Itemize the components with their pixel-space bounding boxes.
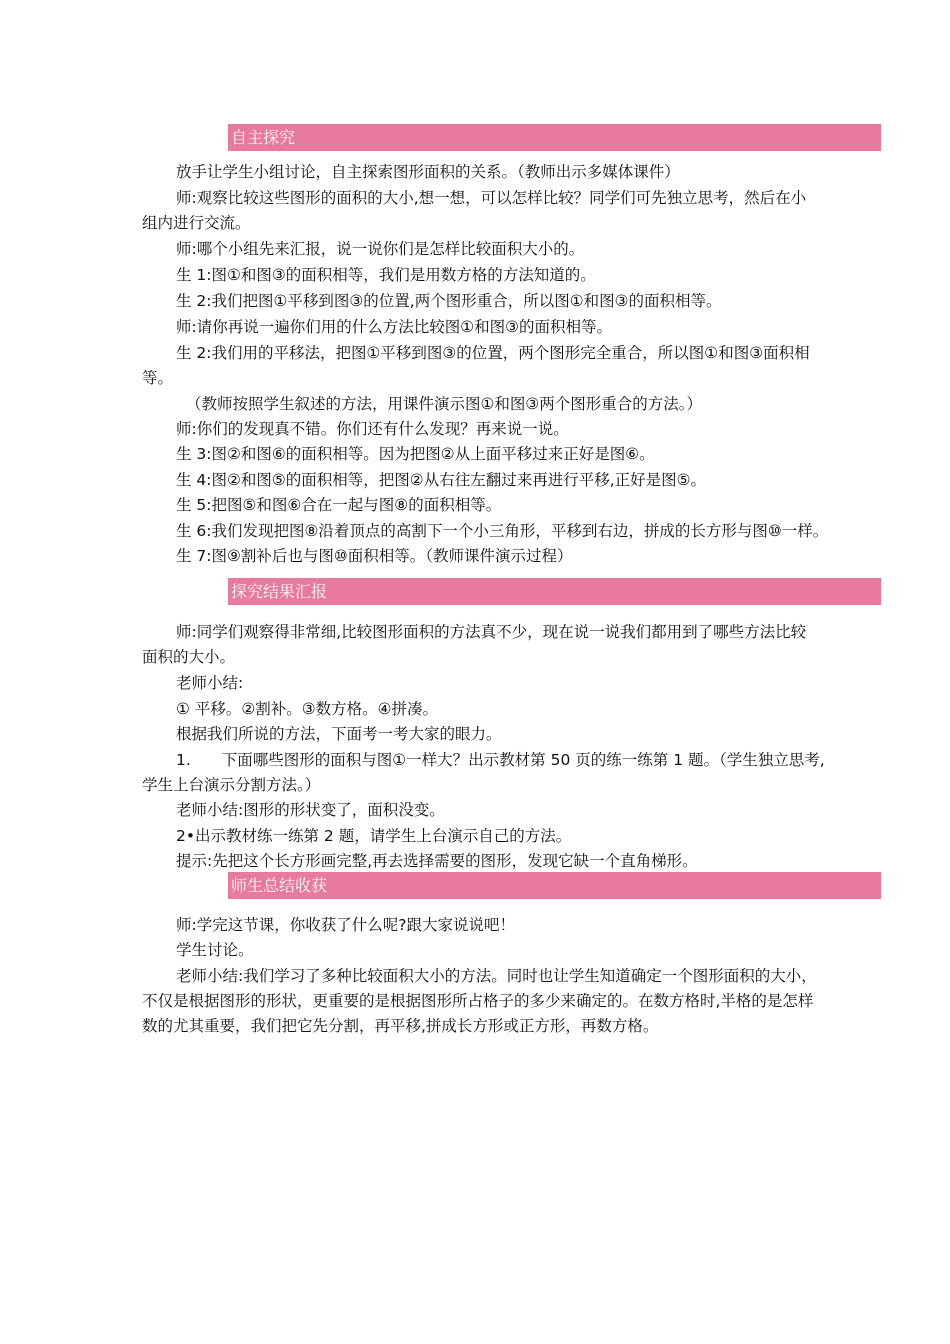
paragraph-line: 等。 [142, 369, 174, 387]
paragraph-line: 不仅是根据图形的形状，更重要的是根据图形所占格子的多少来确定的。在数方格时,半格的是怎样 [142, 992, 814, 1010]
paragraph-line: 生 4:图②和图⑤的面积相等，把图②从右往左翻过来再进行平移,正好是图⑤。 [176, 471, 707, 489]
paragraph-line: 数的尤其重要，我们把它先分割，再平移,拼成长方形或正方形，再数方格。 [142, 1017, 659, 1035]
paragraph-line: 老师小结:图形的形状变了，面积没变。 [176, 801, 445, 819]
paragraph-line: 师:你们的发现真不错。你们还有什么发现？再来说一说。 [176, 420, 569, 438]
paragraph-line: 生 7:图⑨割补后也与图⑩面积相等。（教师课件演示过程） [176, 547, 573, 565]
paragraph-line: 1. 下面哪些图形的面积与图①一样大？出示教材第 50 页的练一练第 1 题。（学生独立思考, [176, 751, 825, 769]
paragraph-line: 根据我们所说的方法，下面考一考大家的眼力。 [176, 725, 502, 743]
paragraph-line: 师:同学们观察得非常细,比较图形面积的方法真不少，现在说一说我们都用到了哪些方法比较 [176, 623, 807, 641]
paragraph-line: 生 3:图②和图⑥的面积相等。因为把图②从上面平移过来正好是图⑥。 [176, 445, 655, 463]
paragraph-line: 师:学完这节课，你收获了什么呢?跟大家说说吧！ [176, 916, 515, 934]
paragraph-line: 学生上台演示分割方法。） [142, 776, 321, 794]
paragraph-line: 生 2:我们用的平移法，把图①平移到图③的位置，两个图形完全重合，所以图①和图③面积相 [176, 344, 810, 362]
paragraph-line: 老师小结: [176, 674, 244, 692]
paragraph-line: 师:请你再说一遍你们用的什么方法比较图①和图③的面积相等。 [176, 318, 613, 336]
paragraph-line: 师:观察比较这些图形的面积的大小,想一想，可以怎样比较？同学们可先独立思考，然后在小 [176, 189, 807, 207]
paragraph-line: 2•出示教材练一练第 2 题，请学生上台演示自己的方法。 [176, 827, 572, 845]
paragraph-line: 生 1:图①和图③的面积相等，我们是用数方格的方法知道的。 [176, 266, 596, 284]
paragraph-line: 师:哪个小组先来汇报，说一说你们是怎样比较面积大小的。 [176, 240, 585, 258]
paragraph-line: 提示:先把这个长方形画完整,再去选择需要的图形，发现它缺一个直角梯形。 [176, 852, 698, 870]
paragraph-line: 生 5:把图⑤和图⑥合在一起与图⑧的面积相等。 [176, 496, 502, 514]
paragraph-line: 生 2:我们把图①平移到图③的位置,两个图形重合，所以图①和图③的面积相等。 [176, 292, 722, 310]
section-heading-autonomous-inquiry: 自主探究 [228, 124, 881, 151]
section-heading-summary: 师生总结收获 [228, 872, 881, 899]
paragraph-line: 生 6:我们发现把图⑧沿着顶点的高割下一个小三角形，平移到右边，拼成的长方形与图⑩一样。 [176, 522, 829, 540]
paragraph-line: 老师小结:我们学习了多种比较面积大小的方法。同时也让学生知道确定一个图形面积的大小， [176, 967, 817, 985]
paragraph-line: 学生讨论。 [176, 941, 254, 959]
section-heading-results-report: 探究结果汇报 [228, 578, 881, 605]
paragraph-line: ① 平移。②割补。③数方格。④拼凑。 [176, 700, 439, 718]
paragraph-line: 放手让学生小组讨论，自主探索图形面积的关系。（教师出示多媒体课件） [176, 163, 680, 181]
paragraph-line: 面积的大小。 [142, 648, 236, 666]
paragraph-line: 组内进行交流。 [142, 214, 251, 232]
paragraph-line: （教师按照学生叙述的方法，用课件演示图①和图③两个图形重合的方法。） [186, 395, 703, 413]
